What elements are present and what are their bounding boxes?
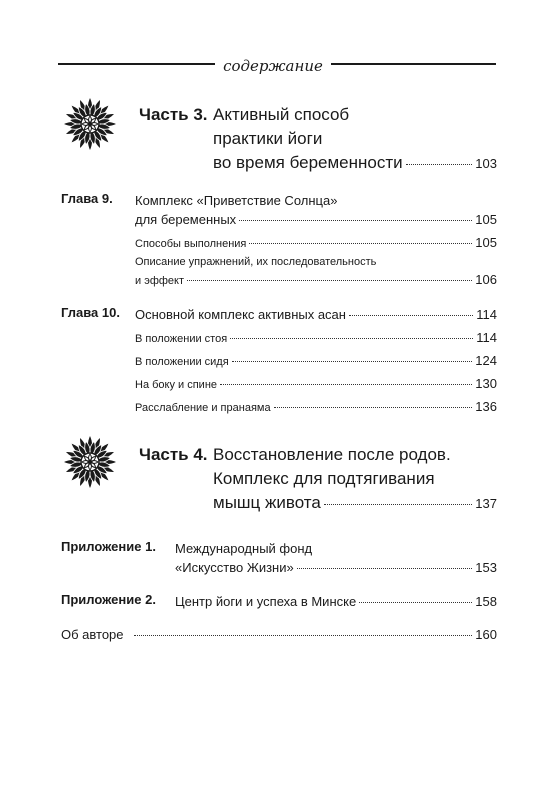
dot-leader bbox=[406, 164, 473, 165]
dot-leader bbox=[249, 243, 472, 244]
sub-entry-methods[interactable]: Способы выполнения 105 bbox=[135, 235, 497, 250]
dot-leader bbox=[274, 407, 473, 408]
page-number: 160 bbox=[475, 627, 497, 642]
dot-leader bbox=[324, 504, 472, 505]
page-header bbox=[0, 57, 546, 75]
page-number: 114 bbox=[476, 330, 497, 345]
about-author-label: Об авторе bbox=[61, 627, 124, 642]
part-label: Часть 3. bbox=[139, 105, 208, 124]
sub-entry-relaxation[interactable]: Расслабление и пранаяма 136 bbox=[135, 399, 497, 414]
chapter-9-entry[interactable] bbox=[61, 191, 497, 231]
sub-entry-sitting[interactable]: В положении сидя 124 bbox=[135, 353, 497, 368]
chapter-label: Глава 9. bbox=[61, 191, 113, 206]
part-title-line: мышц живота 137 bbox=[213, 491, 497, 516]
part-title-line: практики йоги bbox=[213, 129, 323, 148]
appendix-title-line: Центр йоги и успеха в Минске 158 bbox=[175, 594, 497, 609]
page-number: 130 bbox=[475, 376, 497, 391]
appendix-1-entry[interactable] bbox=[61, 539, 497, 579]
part-4-entry[interactable] bbox=[139, 443, 497, 518]
dot-leader bbox=[230, 338, 473, 339]
part-3-entry[interactable] bbox=[139, 103, 497, 178]
appendix-title-line: Международный фонд bbox=[175, 541, 313, 556]
appendix-title-line: «Искусство Жизни» 153 bbox=[175, 560, 497, 575]
chapter-10-entry[interactable] bbox=[61, 305, 497, 325]
page-number: 153 bbox=[475, 560, 497, 575]
part-title-line: во время беременности 103 bbox=[213, 151, 497, 176]
sub-entry-side-back[interactable]: На боку и спине 130 bbox=[135, 376, 497, 391]
sub-entry-standing[interactable]: В положении стоя 114 bbox=[135, 330, 497, 345]
mandala-icon bbox=[63, 97, 117, 151]
page-number: 105 bbox=[475, 235, 497, 250]
chapter-title-line: для беременных 105 bbox=[135, 212, 497, 227]
page-number: 137 bbox=[475, 496, 497, 511]
mandala-icon bbox=[63, 435, 117, 489]
chapter-title-line: Комплекс «Приветствие Солнца» bbox=[135, 193, 338, 208]
part-title-line: Активный способ bbox=[213, 105, 350, 124]
appendix-2-entry[interactable] bbox=[61, 592, 497, 612]
part-label: Часть 4. bbox=[139, 445, 208, 464]
dot-leader bbox=[297, 568, 473, 569]
page-number: 124 bbox=[475, 353, 497, 368]
page-number: 103 bbox=[475, 156, 497, 171]
part-title-line: Комплекс для подтягивания bbox=[213, 469, 435, 488]
chapter-title-line: Основной комплекс активных асан 114 bbox=[135, 307, 497, 322]
appendix-label: Приложение 2. bbox=[61, 592, 156, 607]
chapter-label: Глава 10. bbox=[61, 305, 120, 320]
sub-entry-description[interactable]: Описание упражнений, их последовательность и эффект 106 bbox=[135, 256, 497, 287]
page-number: 136 bbox=[475, 399, 497, 414]
dot-leader bbox=[359, 602, 472, 603]
page-number: 114 bbox=[476, 307, 497, 322]
header-title: содержание bbox=[215, 57, 331, 75]
page-number: 106 bbox=[475, 272, 497, 287]
dot-leader bbox=[187, 280, 472, 281]
page-number: 105 bbox=[475, 212, 497, 227]
dot-leader bbox=[239, 220, 472, 221]
appendix-label: Приложение 1. bbox=[61, 539, 156, 554]
dot-leader bbox=[232, 361, 473, 362]
dot-leader bbox=[220, 384, 472, 385]
about-author-entry[interactable] bbox=[61, 625, 497, 644]
dot-leader bbox=[134, 635, 473, 636]
page-number: 158 bbox=[475, 594, 497, 609]
dot-leader bbox=[349, 315, 473, 316]
part-title-line: Восстановление после родов. bbox=[213, 445, 451, 464]
